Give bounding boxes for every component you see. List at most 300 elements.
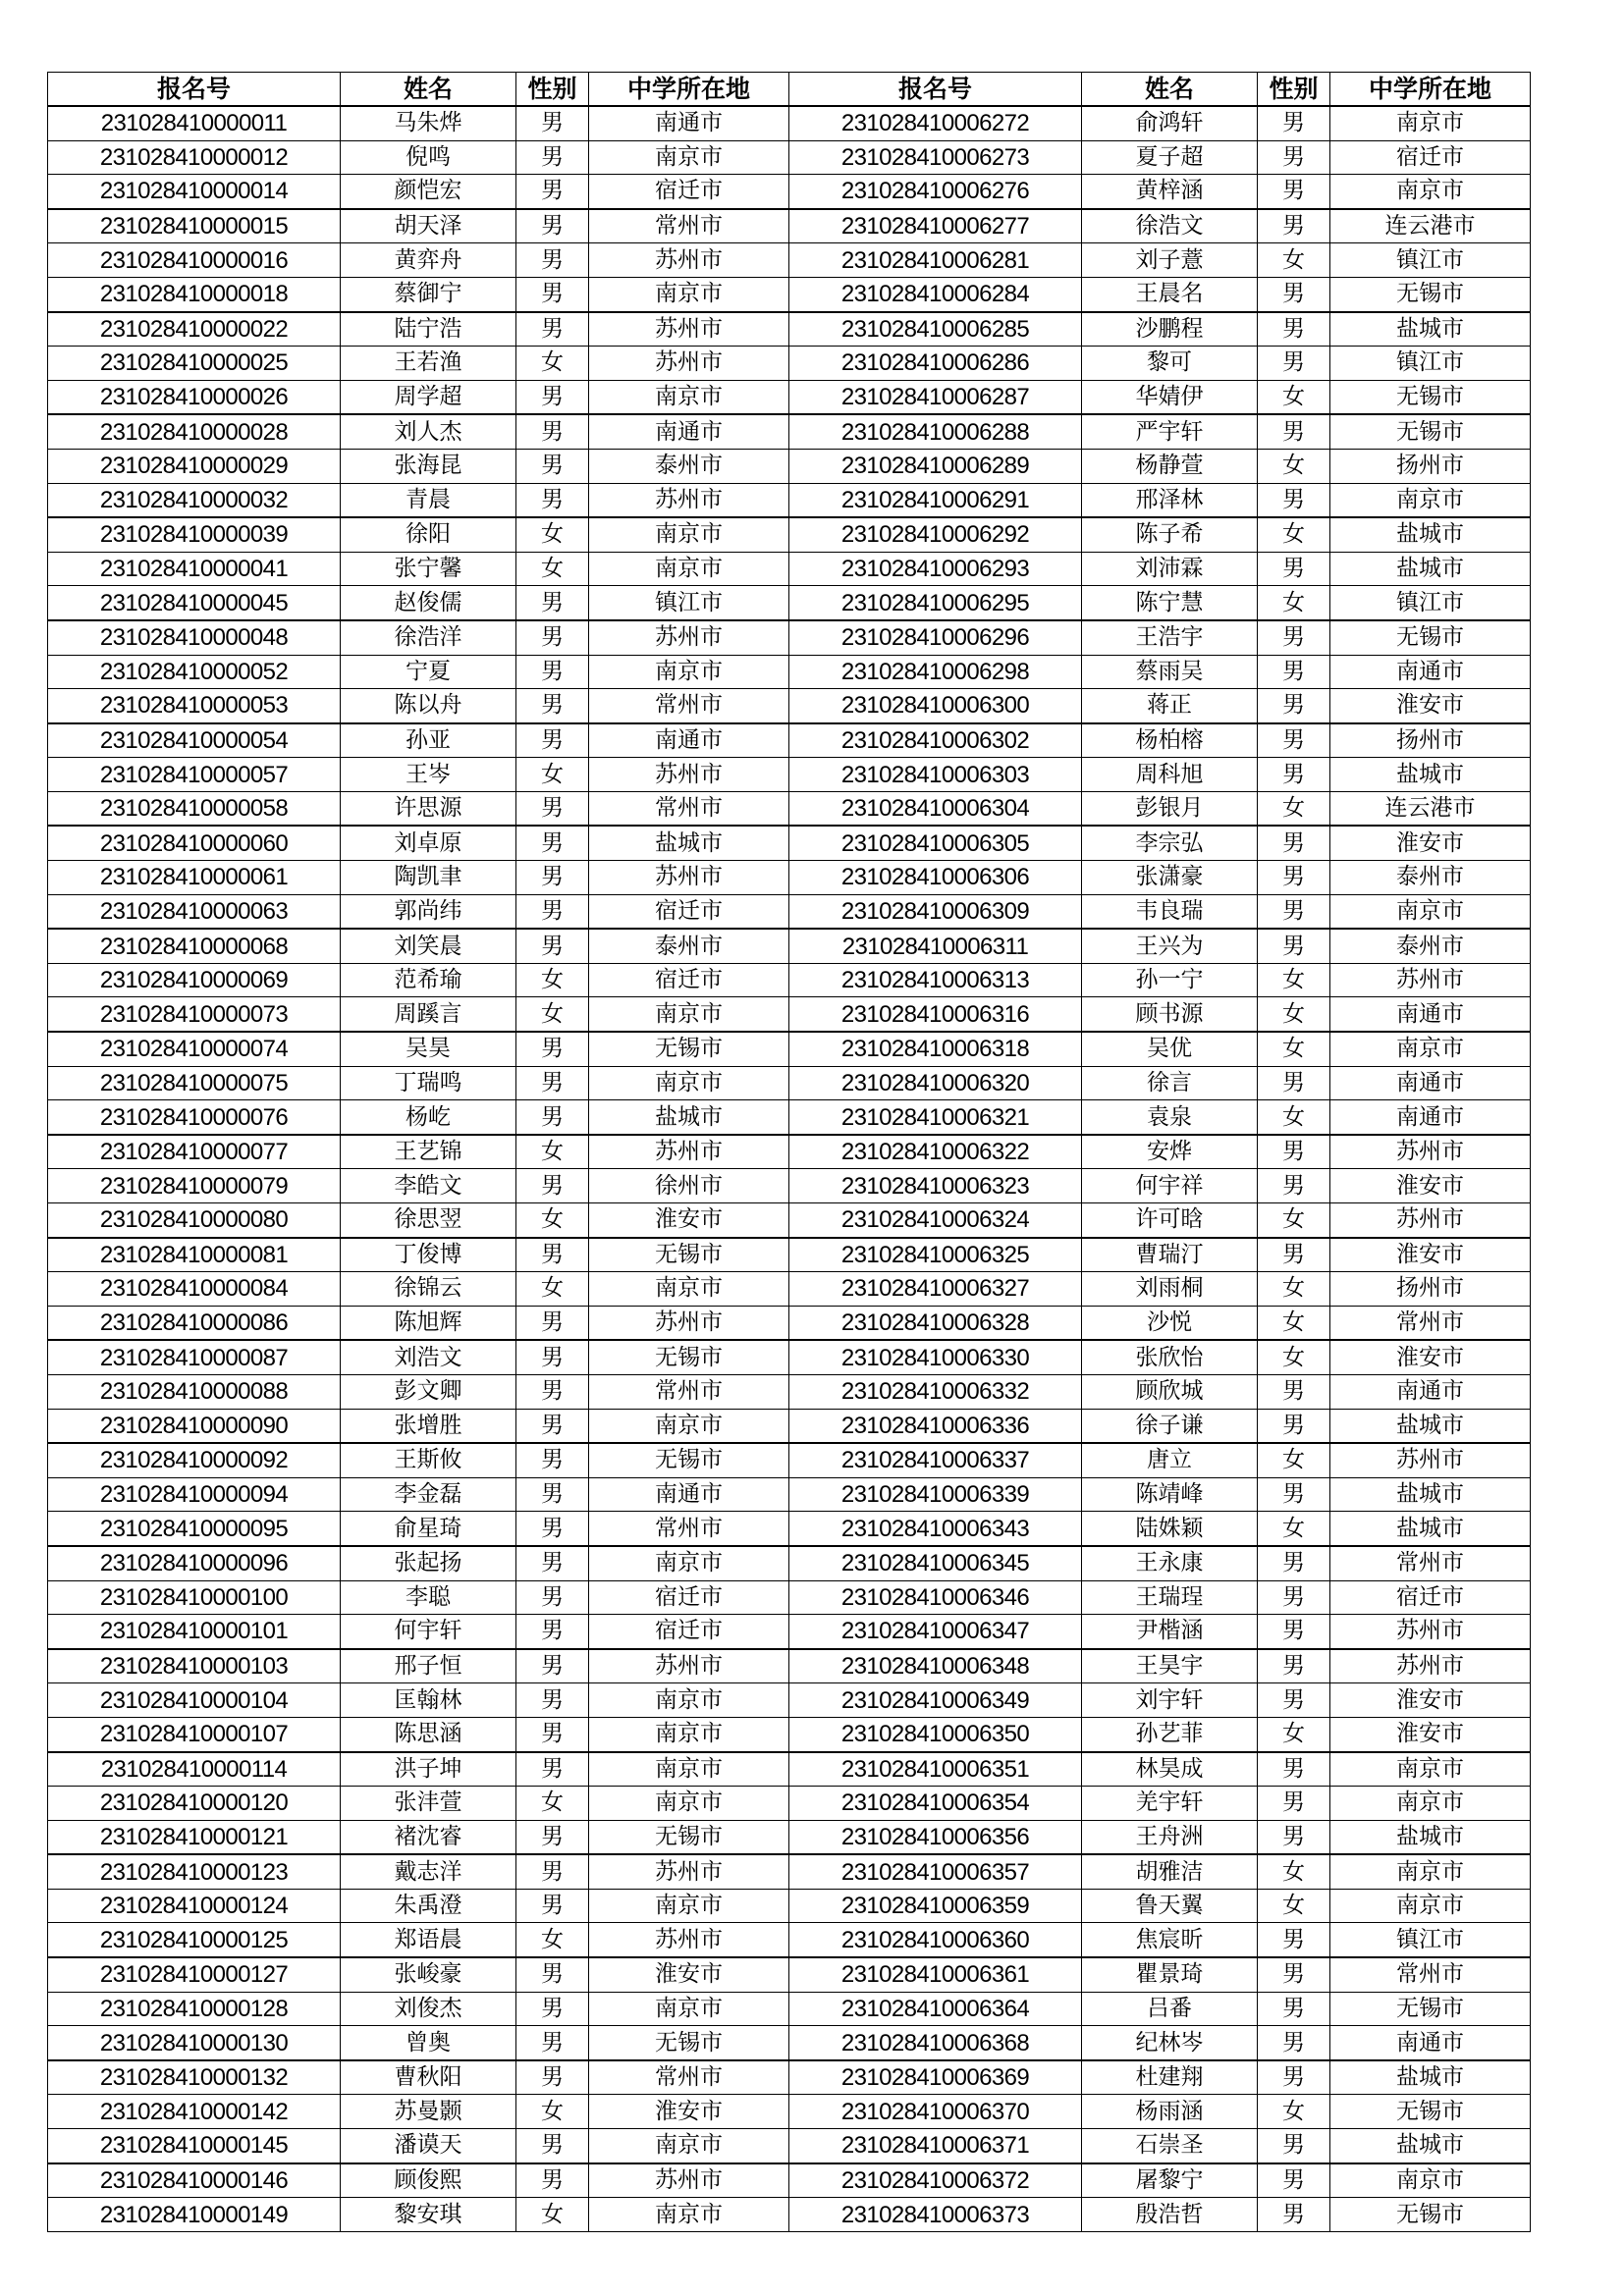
- cell-school-city: 淮安市: [589, 2095, 789, 2129]
- cell-registration-number: 231028410000088: [48, 1374, 341, 1409]
- cell-name: 李宗弘: [1082, 826, 1258, 860]
- cell-school-city: 南京市: [1330, 1889, 1531, 1923]
- cell-name: 张增胜: [341, 1409, 516, 1443]
- cell-gender: 女: [1258, 1854, 1330, 1889]
- cell-school-city: 南京市: [1330, 175, 1531, 209]
- table-row: [48, 380, 1531, 414]
- cell-school-city: 苏州市: [589, 861, 789, 895]
- cell-registration-number: 231028410000080: [48, 1203, 341, 1238]
- table-row: [48, 1957, 1531, 1992]
- cell-registration-number: 231028410006320: [789, 1066, 1082, 1100]
- cell-gender: 女: [1258, 1717, 1330, 1751]
- cell-gender: 男: [516, 791, 589, 826]
- header-registration-number: 报名号: [48, 73, 341, 107]
- cell-gender: 男: [516, 929, 589, 963]
- cell-school-city: 常州市: [589, 791, 789, 826]
- cell-registration-number: 231028410006277: [789, 209, 1082, 243]
- cell-gender: 男: [516, 1683, 589, 1718]
- cell-school-city: 镇江市: [1330, 1923, 1531, 1957]
- table-row: [48, 861, 1531, 895]
- cell-registration-number: 231028410000145: [48, 2129, 341, 2163]
- cell-gender: 男: [516, 483, 589, 517]
- cell-gender: 男: [516, 1820, 589, 1854]
- cell-name: 黎安琪: [341, 2198, 516, 2232]
- cell-school-city: 苏州市: [589, 243, 789, 278]
- cell-registration-number: 231028410006295: [789, 586, 1082, 620]
- cell-registration-number: 231028410000130: [48, 2026, 341, 2060]
- cell-gender: 男: [516, 655, 589, 689]
- cell-name: 丁俊博: [341, 1238, 516, 1272]
- cell-registration-number: 231028410000016: [48, 243, 341, 278]
- cell-gender: 男: [1258, 1992, 1330, 2026]
- cell-name: 陈以舟: [341, 689, 516, 723]
- cell-gender: 男: [1258, 655, 1330, 689]
- cell-school-city: 南京市: [1330, 1787, 1531, 1821]
- table-row: [48, 826, 1531, 860]
- cell-registration-number: 231028410000121: [48, 1820, 341, 1854]
- cell-gender: 女: [516, 997, 589, 1032]
- table-row: [48, 1820, 1531, 1854]
- cell-school-city: 苏州市: [589, 1923, 789, 1957]
- header-gender: 性别: [1258, 73, 1330, 107]
- cell-school-city: 南通市: [589, 723, 789, 758]
- cell-name: 匡翰林: [341, 1683, 516, 1718]
- table-row: [48, 1443, 1531, 1477]
- table-row: [48, 1649, 1531, 1683]
- table-row: [48, 1409, 1531, 1443]
- table-row: [48, 1374, 1531, 1409]
- cell-name: 刘雨桐: [1082, 1272, 1258, 1307]
- cell-school-city: 镇江市: [1330, 347, 1531, 381]
- cell-gender: 男: [516, 1443, 589, 1477]
- table-row: [48, 2026, 1531, 2060]
- cell-school-city: 南京市: [1330, 2163, 1531, 2198]
- cell-registration-number: 231028410006345: [789, 1546, 1082, 1580]
- cell-school-city: 苏州市: [589, 620, 789, 655]
- cell-registration-number: 231028410000029: [48, 449, 341, 483]
- cell-registration-number: 231028410000125: [48, 1923, 341, 1957]
- cell-name: 华婧伊: [1082, 380, 1258, 414]
- cell-registration-number: 231028410000132: [48, 2060, 341, 2095]
- header-row: [48, 73, 1531, 107]
- cell-school-city: 南京市: [589, 1409, 789, 1443]
- cell-school-city: 苏州市: [1330, 1615, 1531, 1649]
- cell-name: 顾书源: [1082, 997, 1258, 1032]
- cell-gender: 男: [1258, 347, 1330, 381]
- table-row: [48, 1889, 1531, 1923]
- cell-name: 尹楷涵: [1082, 1615, 1258, 1649]
- cell-name: 刘俊杰: [341, 1992, 516, 2026]
- cell-gender: 男: [516, 1306, 589, 1340]
- table-row: [48, 1546, 1531, 1580]
- table-row: [48, 1683, 1531, 1718]
- table-row: [48, 655, 1531, 689]
- cell-gender: 男: [516, 1340, 589, 1374]
- cell-registration-number: 231028410000124: [48, 1889, 341, 1923]
- cell-registration-number: 231028410006371: [789, 2129, 1082, 2163]
- table-row: [48, 2060, 1531, 2095]
- cell-name: 殷浩哲: [1082, 2198, 1258, 2232]
- cell-registration-number: 231028410000127: [48, 1957, 341, 1992]
- cell-school-city: 南京市: [589, 1752, 789, 1787]
- cell-name: 刘人杰: [341, 414, 516, 449]
- table-row: [48, 894, 1531, 929]
- cell-school-city: 宿迁市: [1330, 140, 1531, 175]
- cell-registration-number: 231028410006349: [789, 1683, 1082, 1718]
- cell-gender: 男: [516, 2163, 589, 2198]
- cell-gender: 女: [516, 2198, 589, 2232]
- cell-name: 倪鸣: [341, 140, 516, 175]
- cell-school-city: 常州市: [589, 1512, 789, 1546]
- cell-school-city: 苏州市: [589, 483, 789, 517]
- cell-name: 安烨: [1082, 1135, 1258, 1169]
- cell-school-city: 南京市: [1330, 483, 1531, 517]
- cell-gender: 男: [1258, 552, 1330, 586]
- cell-gender: 男: [516, 894, 589, 929]
- cell-gender: 男: [516, 380, 589, 414]
- table-row: [48, 347, 1531, 381]
- header-name: 姓名: [1082, 73, 1258, 107]
- cell-name: 曹秋阳: [341, 2060, 516, 2095]
- cell-gender: 女: [516, 517, 589, 552]
- cell-gender: 女: [1258, 243, 1330, 278]
- cell-school-city: 宿迁市: [589, 1580, 789, 1615]
- cell-gender: 男: [1258, 1957, 1330, 1992]
- cell-gender: 男: [516, 2060, 589, 2095]
- cell-gender: 男: [1258, 723, 1330, 758]
- cell-registration-number: 231028410000123: [48, 1854, 341, 1889]
- cell-school-city: 南京市: [589, 277, 789, 311]
- cell-registration-number: 231028410006306: [789, 861, 1082, 895]
- table-row: [48, 414, 1531, 449]
- cell-name: 许思源: [341, 791, 516, 826]
- cell-school-city: 常州市: [1330, 1546, 1531, 1580]
- table-row: [48, 1272, 1531, 1307]
- cell-gender: 男: [1258, 483, 1330, 517]
- table-row: [48, 552, 1531, 586]
- cell-gender: 男: [516, 1854, 589, 1889]
- cell-name: 杨屹: [341, 1100, 516, 1135]
- cell-registration-number: 231028410006273: [789, 140, 1082, 175]
- cell-registration-number: 231028410000096: [48, 1546, 341, 1580]
- cell-gender: 男: [516, 243, 589, 278]
- cell-gender: 女: [1258, 791, 1330, 826]
- header-school-city: 中学所在地: [1330, 73, 1531, 107]
- cell-registration-number: 231028410006373: [789, 2198, 1082, 2232]
- cell-name: 陶凯聿: [341, 861, 516, 895]
- cell-school-city: 盐城市: [1330, 1409, 1531, 1443]
- cell-name: 纪林岑: [1082, 2026, 1258, 2060]
- cell-name: 王永康: [1082, 1546, 1258, 1580]
- cell-school-city: 苏州市: [1330, 1203, 1531, 1238]
- table-row: [48, 175, 1531, 209]
- cell-name: 苏曼颢: [341, 2095, 516, 2129]
- cell-registration-number: 231028410006321: [789, 1100, 1082, 1135]
- cell-registration-number: 231028410006316: [789, 997, 1082, 1032]
- cell-registration-number: 231028410000045: [48, 586, 341, 620]
- cell-name: 陆宁浩: [341, 312, 516, 347]
- cell-school-city: 苏州市: [589, 1649, 789, 1683]
- cell-gender: 男: [516, 620, 589, 655]
- table-row: [48, 723, 1531, 758]
- cell-school-city: 淮安市: [1330, 1683, 1531, 1718]
- cell-name: 胡天泽: [341, 209, 516, 243]
- cell-school-city: 镇江市: [589, 586, 789, 620]
- table-row: [48, 586, 1531, 620]
- cell-registration-number: 231028410006337: [789, 1443, 1082, 1477]
- cell-school-city: 淮安市: [1330, 1169, 1531, 1203]
- cell-registration-number: 231028410006285: [789, 312, 1082, 347]
- cell-name: 王晨名: [1082, 277, 1258, 311]
- table-row: [48, 1100, 1531, 1135]
- table-row: [48, 1340, 1531, 1374]
- cell-registration-number: 231028410000095: [48, 1512, 341, 1546]
- cell-gender: 男: [516, 1409, 589, 1443]
- cell-name: 何宇祥: [1082, 1169, 1258, 1203]
- cell-registration-number: 231028410000073: [48, 997, 341, 1032]
- cell-name: 张海昆: [341, 449, 516, 483]
- cell-registration-number: 231028410000114: [48, 1752, 341, 1787]
- cell-name: 孙一宁: [1082, 963, 1258, 997]
- cell-school-city: 无锡市: [589, 1820, 789, 1854]
- cell-name: 瞿景琦: [1082, 1957, 1258, 1992]
- cell-registration-number: 231028410000022: [48, 312, 341, 347]
- cell-registration-number: 231028410006318: [789, 1032, 1082, 1066]
- cell-school-city: 常州市: [589, 689, 789, 723]
- cell-name: 吕番: [1082, 1992, 1258, 2026]
- cell-name: 俞星琦: [341, 1512, 516, 1546]
- cell-gender: 男: [516, 1546, 589, 1580]
- cell-school-city: 南京市: [589, 2198, 789, 2232]
- cell-school-city: 苏州市: [1330, 1443, 1531, 1477]
- cell-registration-number: 231028410006330: [789, 1340, 1082, 1374]
- cell-name: 吴昊: [341, 1032, 516, 1066]
- cell-name: 王艺锦: [341, 1135, 516, 1169]
- cell-registration-number: 231028410006369: [789, 2060, 1082, 2095]
- cell-gender: 男: [1258, 1066, 1330, 1100]
- cell-gender: 女: [1258, 2095, 1330, 2129]
- table-row: [48, 1615, 1531, 1649]
- table-row: [48, 2163, 1531, 2198]
- cell-school-city: 无锡市: [589, 1340, 789, 1374]
- cell-name: 徐思翌: [341, 1203, 516, 1238]
- table-row: [48, 1477, 1531, 1512]
- cell-school-city: 南京市: [1330, 106, 1531, 140]
- cell-registration-number: 231028410006360: [789, 1923, 1082, 1957]
- cell-gender: 女: [516, 347, 589, 381]
- cell-school-city: 常州市: [589, 209, 789, 243]
- cell-gender: 男: [516, 2026, 589, 2060]
- cell-gender: 男: [1258, 1752, 1330, 1787]
- cell-registration-number: 231028410006311: [789, 929, 1082, 963]
- cell-name: 王岑: [341, 758, 516, 792]
- cell-school-city: 南京市: [589, 1992, 789, 2026]
- table-row: [48, 929, 1531, 963]
- cell-registration-number: 231028410006325: [789, 1238, 1082, 1272]
- cell-gender: 男: [516, 1512, 589, 1546]
- cell-school-city: 盐城市: [589, 826, 789, 860]
- cell-school-city: 盐城市: [1330, 552, 1531, 586]
- cell-school-city: 南京市: [589, 1717, 789, 1751]
- cell-school-city: 淮安市: [589, 1957, 789, 1992]
- table-row: [48, 1752, 1531, 1787]
- cell-gender: 男: [516, 1889, 589, 1923]
- cell-registration-number: 231028410006288: [789, 414, 1082, 449]
- cell-school-city: 连云港市: [1330, 209, 1531, 243]
- cell-name: 陈子希: [1082, 517, 1258, 552]
- cell-registration-number: 231028410000069: [48, 963, 341, 997]
- cell-school-city: 扬州市: [1330, 723, 1531, 758]
- cell-name: 彭银月: [1082, 791, 1258, 826]
- cell-registration-number: 231028410006281: [789, 243, 1082, 278]
- cell-registration-number: 231028410006327: [789, 1272, 1082, 1307]
- cell-name: 彭文卿: [341, 1374, 516, 1409]
- cell-name: 王若渔: [341, 347, 516, 381]
- cell-registration-number: 231028410006291: [789, 483, 1082, 517]
- cell-school-city: 淮安市: [589, 1203, 789, 1238]
- cell-registration-number: 231028410000048: [48, 620, 341, 655]
- cell-registration-number: 231028410006296: [789, 620, 1082, 655]
- cell-registration-number: 231028410006370: [789, 2095, 1082, 2129]
- cell-registration-number: 231028410006368: [789, 2026, 1082, 2060]
- cell-name: 刘笑晨: [341, 929, 516, 963]
- cell-gender: 男: [1258, 2026, 1330, 2060]
- cell-school-city: 泰州市: [1330, 861, 1531, 895]
- cell-gender: 男: [516, 1957, 589, 1992]
- cell-name: 陆姝颖: [1082, 1512, 1258, 1546]
- cell-registration-number: 231028410006305: [789, 826, 1082, 860]
- cell-registration-number: 231028410006303: [789, 758, 1082, 792]
- cell-name: 潘谟天: [341, 2129, 516, 2163]
- cell-school-city: 常州市: [1330, 1957, 1531, 1992]
- cell-school-city: 淮安市: [1330, 826, 1531, 860]
- cell-school-city: 无锡市: [1330, 414, 1531, 449]
- cell-name: 郭尚纬: [341, 894, 516, 929]
- cell-name: 褚沈睿: [341, 1820, 516, 1854]
- cell-name: 俞鸿轩: [1082, 106, 1258, 140]
- cell-registration-number: 231028410000075: [48, 1066, 341, 1100]
- cell-school-city: 南通市: [1330, 2026, 1531, 2060]
- cell-name: 张宁馨: [341, 552, 516, 586]
- table-row: [48, 2129, 1531, 2163]
- cell-gender: 男: [1258, 861, 1330, 895]
- cell-gender: 女: [1258, 1100, 1330, 1135]
- cell-name: 袁泉: [1082, 1100, 1258, 1135]
- cell-name: 曹瑞汀: [1082, 1238, 1258, 1272]
- cell-gender: 女: [516, 1787, 589, 1821]
- cell-registration-number: 231028410006287: [789, 380, 1082, 414]
- cell-name: 王浩宇: [1082, 620, 1258, 655]
- cell-gender: 男: [516, 1992, 589, 2026]
- cell-registration-number: 231028410000011: [48, 106, 341, 140]
- cell-gender: 男: [1258, 1238, 1330, 1272]
- cell-name: 蒋正: [1082, 689, 1258, 723]
- cell-name: 何宇轩: [341, 1615, 516, 1649]
- cell-school-city: 盐城市: [1330, 312, 1531, 347]
- cell-gender: 女: [516, 2095, 589, 2129]
- cell-gender: 男: [1258, 2060, 1330, 2095]
- cell-name: 鲁天翼: [1082, 1889, 1258, 1923]
- cell-gender: 男: [516, 1752, 589, 1787]
- cell-registration-number: 231028410000146: [48, 2163, 341, 2198]
- roster-table: [47, 72, 1531, 2232]
- cell-name: 丁瑞鸣: [341, 1066, 516, 1100]
- cell-name: 张欣怡: [1082, 1340, 1258, 1374]
- cell-registration-number: 231028410006336: [789, 1409, 1082, 1443]
- cell-name: 石崇圣: [1082, 2129, 1258, 2163]
- table-row: [48, 209, 1531, 243]
- cell-school-city: 南京市: [589, 1066, 789, 1100]
- cell-school-city: 南京市: [589, 1889, 789, 1923]
- cell-gender: 男: [1258, 1580, 1330, 1615]
- table-row: [48, 1066, 1531, 1100]
- cell-school-city: 连云港市: [1330, 791, 1531, 826]
- cell-name: 徐言: [1082, 1066, 1258, 1100]
- cell-registration-number: 231028410000018: [48, 277, 341, 311]
- cell-name: 陈宁慧: [1082, 586, 1258, 620]
- cell-school-city: 苏州市: [1330, 1649, 1531, 1683]
- cell-registration-number: 231028410000074: [48, 1032, 341, 1066]
- cell-school-city: 泰州市: [1330, 929, 1531, 963]
- cell-registration-number: 231028410000012: [48, 140, 341, 175]
- cell-name: 黎可: [1082, 347, 1258, 381]
- cell-school-city: 苏州市: [1330, 1135, 1531, 1169]
- cell-registration-number: 231028410006364: [789, 1992, 1082, 2026]
- cell-school-city: 南京市: [1330, 894, 1531, 929]
- cell-school-city: 镇江市: [1330, 243, 1531, 278]
- cell-registration-number: 231028410006339: [789, 1477, 1082, 1512]
- cell-name: 宁夏: [341, 655, 516, 689]
- cell-school-city: 扬州市: [1330, 1272, 1531, 1307]
- cell-name: 陈思涵: [341, 1717, 516, 1751]
- cell-school-city: 南通市: [589, 414, 789, 449]
- cell-name: 张沣萱: [341, 1787, 516, 1821]
- cell-name: 颜恺宏: [341, 175, 516, 209]
- cell-registration-number: 231028410000076: [48, 1100, 341, 1135]
- cell-registration-number: 231028410000025: [48, 347, 341, 381]
- cell-name: 羌宇轩: [1082, 1787, 1258, 1821]
- cell-registration-number: 231028410006284: [789, 277, 1082, 311]
- cell-registration-number: 231028410000092: [48, 1443, 341, 1477]
- cell-gender: 男: [516, 826, 589, 860]
- cell-name: 洪子坤: [341, 1752, 516, 1787]
- cell-registration-number: 231028410000061: [48, 861, 341, 895]
- cell-school-city: 盐城市: [1330, 758, 1531, 792]
- cell-gender: 女: [1258, 963, 1330, 997]
- cell-gender: 女: [1258, 449, 1330, 483]
- cell-registration-number: 231028410006359: [789, 1889, 1082, 1923]
- cell-gender: 男: [516, 106, 589, 140]
- table-row: [48, 1717, 1531, 1751]
- cell-name: 王昊宇: [1082, 1649, 1258, 1683]
- cell-gender: 男: [1258, 2198, 1330, 2232]
- cell-registration-number: 231028410000032: [48, 483, 341, 517]
- cell-registration-number: 231028410006348: [789, 1649, 1082, 1683]
- cell-school-city: 淮安市: [1330, 1340, 1531, 1374]
- cell-name: 许可晗: [1082, 1203, 1258, 1238]
- cell-school-city: 盐城市: [1330, 2129, 1531, 2163]
- cell-school-city: 宿迁市: [1330, 1580, 1531, 1615]
- cell-registration-number: 231028410000039: [48, 517, 341, 552]
- cell-gender: 男: [516, 1032, 589, 1066]
- cell-registration-number: 231028410006350: [789, 1717, 1082, 1751]
- cell-gender: 男: [1258, 140, 1330, 175]
- cell-registration-number: 231028410000079: [48, 1169, 341, 1203]
- table-row: [48, 517, 1531, 552]
- cell-name: 黄弈舟: [341, 243, 516, 278]
- cell-school-city: 宿迁市: [589, 963, 789, 997]
- cell-school-city: 常州市: [589, 2060, 789, 2095]
